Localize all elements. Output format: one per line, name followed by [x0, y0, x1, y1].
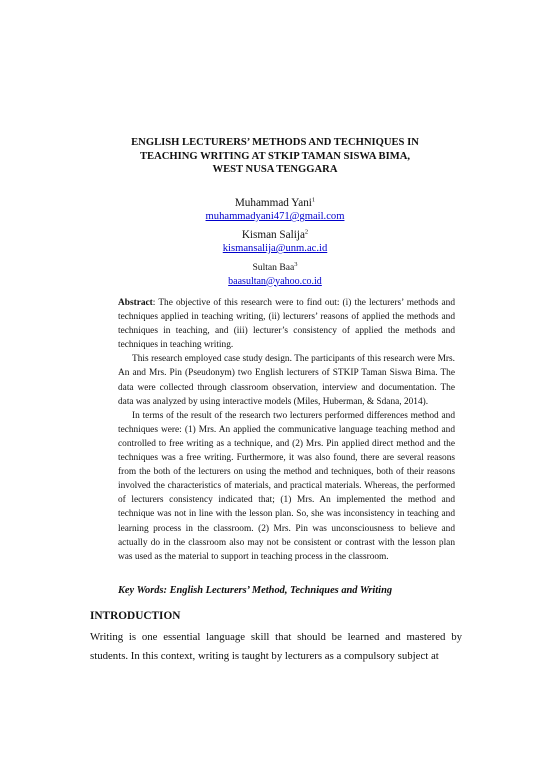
abstract-paragraph: This research employed case study design. The participants of this research were Mrs. An and Mrs. Pin (Pseudonym) two English lecturers of STKIP Taman Siswa Bima. The data were collected through classroom observation, interview and documentation. The data was analyzed by using interactive models (Miles, Huberman, & Sdana, 2014). [118, 354, 455, 407]
title-line: ENGLISH LECTURERS’ METHODS AND TECHNIQUES IN [131, 137, 419, 148]
affiliation-mark: 3 [294, 260, 298, 268]
author-email-link[interactable]: baasultan@yahoo.co.id [228, 275, 322, 287]
section-heading: INTRODUCTION [90, 610, 181, 622]
title-line: WEST NUSA TENGGARA [212, 164, 338, 176]
keywords: Key Words: English Lecturers’ Method, Techniques and Writing [118, 585, 393, 596]
title-line: TEACHING WRITING AT STKIP TAMAN SISWA BIMA, [139, 150, 411, 162]
author-name: Kisman Salija$^2$ [241, 228, 309, 241]
abstract-paragraph: Abstract: The objective of this research were to find out: (i) the lecturers’ methods and techniques applied in teaching writing, (ii) lecturers’ reasons of applied the methods and techniques in teaching, and (iii) lecturer’s consistency of applied the methods and techniques in teaching writing. [118, 298, 455, 351]
abstract-paragraph: In terms of the result of the research two lecturers performed differences method and techniques were: (1) Mrs. An applied the communicative language teaching method and controlled to free writing as a technique, and (2) Mrs. Pin applied direct method and the techniques was a free writing. Furthermore, it was also found, there are several reasons from the both of the lecturers on using the method and techniques, both of their reasons involved the characteristics of materials, and practical materials. Whereas, the performed of lecturers consistency indicated that; (1) Mrs. An implemented the method and technique was not in line with the lesson plan. So, she was inconsistency in teaching and learning process in the classroom. (2) Mrs. Pin was unconsciousness to believe and actually do in the classroom also may not be consistent or contrast with the lesson plan was used as the material to support in teaching process in the classroom. [118, 410, 455, 562]
author-email-link[interactable]: muhammadyani471@gmail.com [205, 211, 345, 222]
author-block [60, 262, 490, 288]
author-email-link[interactable]: kismansalija@unm.ac.id [222, 243, 328, 254]
author-block [60, 228, 490, 255]
author-name: Muhammad Yani$^1$ [234, 196, 316, 209]
author-name: Sultan Baa$^3$ [252, 260, 298, 273]
affiliation-mark: 1 [311, 196, 316, 204]
author-block [60, 196, 490, 223]
introduction-text: Writing is one essential language skill that should be learned and mastered by students. In this context, writing is taught by lecturers as a compulsory subject at [90, 631, 462, 662]
paper-title [60, 136, 490, 177]
abstract [118, 296, 455, 564]
abstract-label: Abstract [118, 298, 153, 308]
affiliation-mark: 2 [304, 228, 309, 236]
